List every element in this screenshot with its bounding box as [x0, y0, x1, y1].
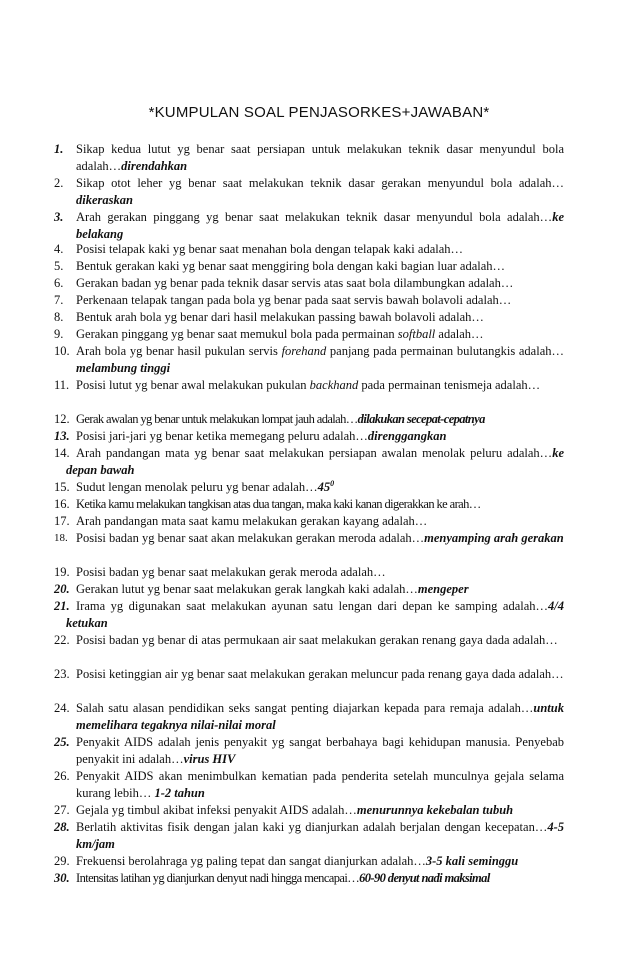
item-number: 14. — [54, 446, 70, 460]
item-number: 6. — [54, 276, 64, 290]
item-number: 21. — [54, 599, 70, 613]
question-text-end: adalah… — [435, 327, 484, 341]
list-item — [54, 581, 564, 598]
question-text: Gerakan badan yg benar pada teknik dasar servis atas saat bola dilambungkan adalah… — [76, 276, 514, 290]
question-term: softball — [397, 327, 436, 341]
question-text: Posisi badan yg benar di atas permukaan air saat melakukan gerakan renang gaya dada adalah… — [76, 633, 558, 647]
list-item — [54, 326, 564, 343]
list-item — [54, 292, 564, 309]
question-text: Bentuk gerakan kaki yg benar saat menggiring bola dengan kaki bagian luar adalah… — [76, 259, 506, 273]
question-text: Frekuensi berolahraga yg paling tepat dan sangat dianjurkan adalah… — [76, 854, 426, 868]
page-title: *KUMPULAN SOAL PENJASORKES+JAWABAN* — [148, 104, 490, 121]
item-number: 16. — [54, 497, 70, 511]
question-text: Sikap otot leher yg benar saat melakukan teknik dasar gerakan menyundul bola adalah… — [76, 176, 564, 190]
item-number: 23. — [54, 667, 70, 681]
answer-text: 45 — [317, 480, 331, 494]
item-number: 30. — [54, 871, 70, 885]
list-item — [54, 853, 564, 870]
question-text: Gerak awalan yg benar untuk melakukan lompat jauh adalah… — [76, 412, 358, 426]
item-number: 3. — [54, 210, 64, 224]
list-item — [54, 768, 564, 802]
item-number: 19. — [54, 565, 70, 579]
answer-text: 4-5 km/jam — [76, 820, 564, 851]
question-text-end: panjang pada permainan bulutangkis adalah… — [326, 344, 564, 358]
item-number: 24. — [54, 701, 70, 715]
answer-text: ke depan bawah — [66, 446, 564, 477]
item-number: 12. — [54, 412, 70, 426]
question-text: Posisi telapak kaki yg benar saat menahan bola dengan telapak kaki adalah… — [76, 242, 464, 256]
answer-text: ke belakang — [76, 210, 564, 241]
list-item — [54, 275, 564, 292]
question-text: Gejala yg timbul akibat infeksi penyakit AIDS adalah… — [76, 803, 357, 817]
item-number: 25. — [54, 735, 70, 749]
answer-text: virus HIV — [183, 752, 236, 766]
item-number: 15. — [54, 480, 70, 494]
question-text: Arah bola yg benar hasil pukulan servis — [76, 344, 282, 358]
degree-superscript: 0 — [330, 478, 335, 488]
list-item — [54, 564, 564, 581]
item-number: 27. — [54, 803, 70, 817]
list-item — [54, 209, 564, 243]
question-text: Ketika kamu melakukan tangkisan atas dua tangan, maka kaki kanan digerakkan ke arah… — [76, 497, 481, 511]
answer-text: menyamping arah gerakan — [424, 531, 564, 545]
question-text: Posisi badan yg benar saat melakukan gerak meroda adalah… — [76, 565, 386, 579]
question-text: Salah satu alasan pendidikan seks sangat penting diajarkan kepada para remaja adalah… — [76, 701, 534, 715]
list-item — [54, 309, 564, 326]
list-item — [54, 428, 564, 445]
answer-text: 1-2 tahun — [154, 786, 205, 800]
answer-text: 3-5 kali seminggu — [425, 854, 519, 868]
item-number: 11. — [54, 378, 70, 392]
question-text: Gerakan pinggang yg benar saat memukul bola pada permainan — [76, 327, 398, 341]
item-number: 8. — [54, 310, 64, 324]
question-text: Arah gerakan pinggang yg benar saat melakukan teknik dasar menyundul bola adalah… — [76, 210, 553, 224]
list-item — [54, 479, 564, 496]
question-text: Sudut lengan menolak peluru yg benar adalah… — [76, 480, 318, 494]
list-item — [54, 258, 564, 275]
question-text: Intensitas latihan yg dianjurkan denyut nadi hingga mencapai… — [76, 871, 360, 885]
question-text: Arah pandangan mata saat kamu melakukan gerakan kayang adalah… — [76, 514, 428, 528]
question-text: Sikap kedua lutut yg benar saat persiapan untuk melakukan teknik dasar menyundul bola adalah… — [76, 142, 564, 173]
list-item — [54, 513, 564, 530]
list-item — [54, 734, 564, 768]
list-item — [54, 666, 564, 683]
list-item — [54, 141, 564, 175]
answer-text: dikeraskan — [76, 193, 133, 207]
list-item — [54, 819, 564, 853]
list-item — [54, 598, 564, 632]
question-text: Posisi jari-jari yg benar ketika memegang peluru adalah… — [76, 429, 368, 443]
answer-text: dilakukan secepat-cepatnya — [357, 412, 485, 426]
question-text: Penyakit AIDS akan menimbulkan kematian pada penderita setelah munculnya gejala selama kurang lebih… — [76, 769, 564, 800]
item-number: 22. — [54, 633, 70, 647]
item-number: 7. — [54, 293, 64, 307]
item-number: 2. — [54, 176, 64, 190]
question-text: Arah pandangan mata yg benar saat melakukan persiapan awalan menolak peluru adalah… — [76, 446, 553, 460]
question-term: forehand — [281, 344, 327, 358]
answer-text: mengeper — [417, 582, 469, 596]
question-text: Gerakan lutut yg benar saat melakukan gerak langkah kaki adalah… — [76, 582, 418, 596]
item-number: 29. — [54, 854, 70, 868]
answer-text: direnggangkan — [367, 429, 447, 443]
question-text: Berlatih aktivitas fisik dengan jalan kaki yg dianjurkan adalah berjalan dengan kecepatan… — [76, 820, 548, 834]
list-item — [54, 411, 564, 428]
item-number: 4. — [54, 242, 64, 256]
question-term: backhand — [309, 378, 359, 392]
question-text: Posisi badan yg benar saat akan melakukan gerakan meroda adalah… — [76, 531, 425, 545]
answer-text: 4/4 ketukan — [66, 599, 564, 630]
question-text: Posisi lutut yg benar awal melakukan pukulan — [76, 378, 310, 392]
question-text-end: pada permainan tenismeja adalah… — [358, 378, 541, 392]
item-number: 5. — [54, 259, 64, 273]
list-item — [54, 700, 564, 734]
list-item — [54, 445, 564, 479]
answer-text: 60-90 denyut nadi maksimal — [359, 871, 490, 885]
question-text: Irama yg digunakan saat melakukan ayunan satu lengan dari depan ke samping adalah… — [76, 599, 549, 613]
answer-text: untuk memelihara tegaknya nilai-nilai moral — [76, 701, 564, 732]
item-number: 13. — [54, 429, 70, 443]
list-item — [54, 241, 564, 258]
question-text: Penyakit AIDS adalah jenis penyakit yg sangat berbahaya bagi kehidupan manusia. Penyebab penyakit ini adalah… — [76, 735, 564, 766]
list-item — [54, 870, 564, 887]
list-item — [54, 343, 564, 377]
item-number: 9. — [54, 327, 64, 341]
question-text: Posisi ketinggian air yg benar saat melakukan gerakan meluncur pada renang gaya dada adalah… — [76, 667, 564, 681]
answer-text: melambung tinggi — [76, 361, 171, 375]
item-number: 20. — [54, 582, 70, 596]
list-item — [54, 802, 564, 819]
list-item — [54, 377, 564, 394]
list-item — [54, 496, 564, 513]
list-item — [54, 632, 564, 649]
question-text: Perkenaan telapak tangan pada bola yg benar pada saat servis bawah bolavoli adalah… — [76, 293, 512, 307]
list-item — [54, 530, 564, 547]
item-number: 17. — [54, 514, 70, 528]
answer-text: direndahkan — [121, 159, 188, 173]
item-number: 18. — [54, 532, 68, 544]
item-number: 10. — [54, 344, 70, 358]
answer-text: menurunnya kekebalan tubuh — [356, 803, 514, 817]
question-text: Bentuk arah bola yg benar dari hasil melakukan passing bawah bolavoli adalah… — [76, 310, 484, 324]
item-number: 26. — [54, 769, 70, 783]
list-item — [54, 175, 564, 209]
item-number: 28. — [54, 820, 70, 834]
item-number: 1. — [54, 142, 64, 156]
